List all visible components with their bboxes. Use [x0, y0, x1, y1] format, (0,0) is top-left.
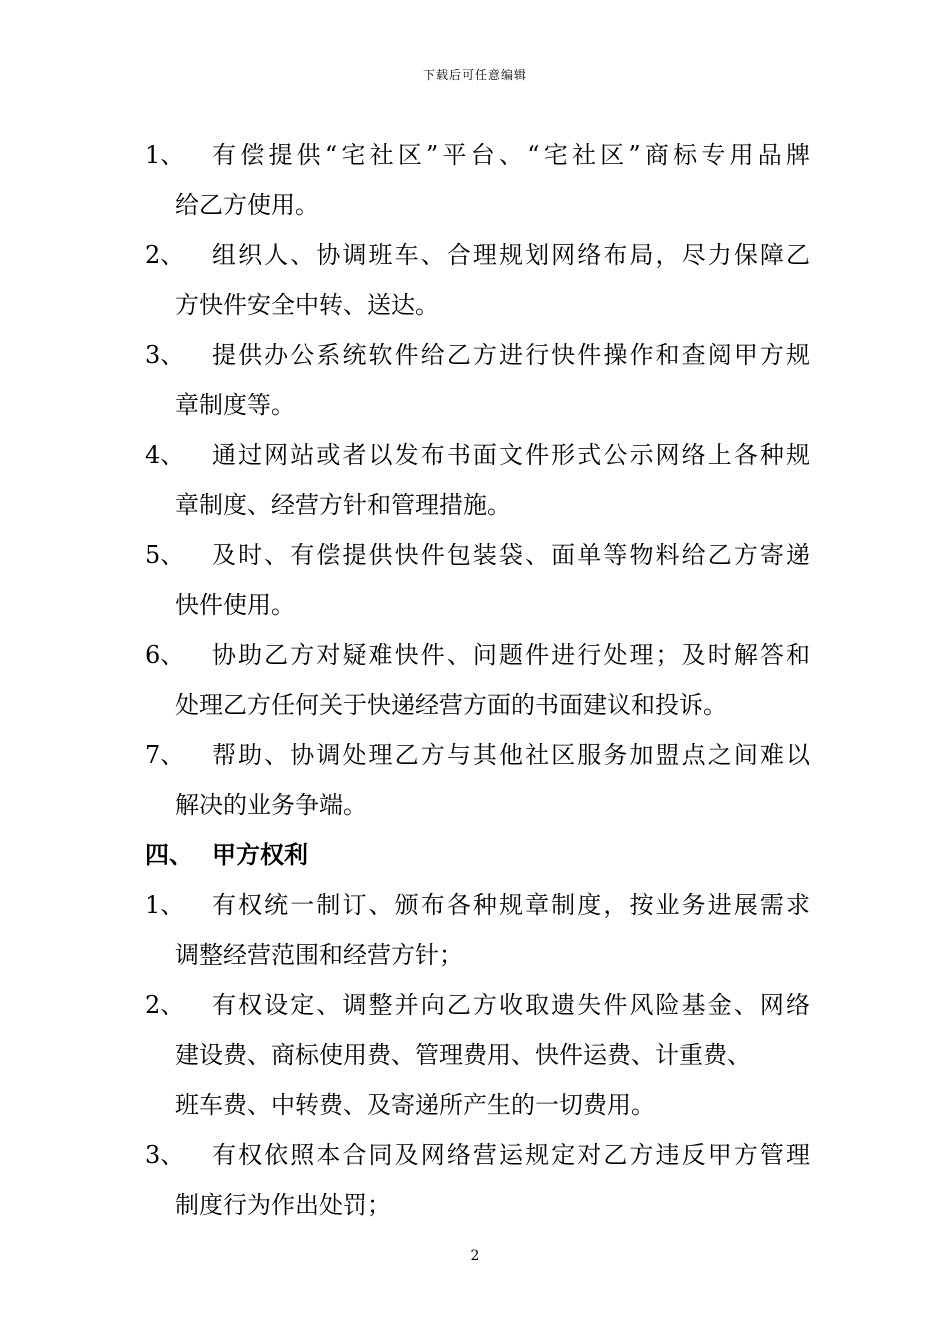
item-number: 3、	[145, 341, 185, 369]
item-number: 1、	[145, 141, 185, 169]
section-title: 甲方权利	[212, 840, 308, 869]
item-text-line: 调整经营范围和经营方针；	[175, 941, 463, 969]
item-number: 2、	[145, 991, 185, 1019]
list-item	[145, 430, 810, 530]
item-text-line: 帮助、协调处理乙方与其他社区服务加盟点之间难以	[212, 741, 810, 769]
item-text-line: 处理乙方任何关于快递经营方面的书面建议和投诉。	[175, 691, 727, 719]
list-item	[145, 730, 810, 830]
item-number: 7、	[145, 741, 185, 769]
document-body	[145, 130, 810, 1230]
section-heading	[145, 830, 810, 880]
obligations-list	[145, 130, 810, 830]
list-item	[145, 330, 810, 430]
item-number: 4、	[145, 441, 185, 469]
item-text-line: 有权统一制订、颁布各种规章制度，按业务进展需求	[212, 891, 810, 919]
list-item	[145, 630, 810, 730]
item-text-line: 制度行为作出处罚；	[175, 1191, 391, 1219]
item-number: 2、	[145, 241, 185, 269]
item-text-line: 建设费、商标使用费、管理费用、快件运费、计重费、	[175, 1041, 751, 1069]
item-text-line: 方快件安全中转、送达。	[175, 291, 439, 319]
list-item	[145, 130, 810, 230]
item-text-line: 组织人、协调班车、合理规划网络布局，尽力保障乙	[212, 241, 810, 269]
item-text-line: 通过网站或者以发布书面文件形式公示网络上各种规	[212, 441, 810, 469]
section-number: 四、	[145, 840, 193, 869]
item-text-line: 有偿提供“宅社区”平台、“宅社区”商标专用品牌	[212, 141, 810, 169]
item-number: 1、	[145, 891, 185, 919]
item-text-line: 提供办公系统软件给乙方进行快件操作和查阅甲方规	[212, 341, 810, 369]
rights-list	[145, 880, 810, 1230]
item-text-line: 协助乙方对疑难快件、问题件进行处理；及时解答和	[212, 641, 810, 669]
header-note: 下载后可任意编辑	[422, 68, 527, 82]
item-number: 3、	[145, 1141, 185, 1169]
item-text-line: 快件使用。	[175, 591, 295, 619]
item-text-line: 解决的业务争端。	[175, 791, 367, 819]
item-number: 6、	[145, 641, 185, 669]
item-text-line: 章制度等。	[175, 391, 295, 419]
item-text-line: 给乙方使用。	[175, 191, 319, 219]
item-text-line: 及时、有偿提供快件包装袋、面单等物料给乙方寄递	[212, 541, 810, 569]
list-item	[145, 230, 810, 330]
item-text-line: 章制度、经营方针和管理措施。	[175, 491, 511, 519]
page-number: 2	[470, 1248, 480, 1264]
list-item	[145, 530, 810, 630]
list-item	[145, 880, 810, 980]
item-number: 5、	[145, 541, 185, 569]
item-text-line: 有权依照本合同及网络营运规定对乙方违反甲方管理	[212, 1141, 810, 1169]
item-text-line: 班车费、中转费、及寄递所产生的一切费用。	[175, 1091, 655, 1119]
list-item	[145, 980, 810, 1130]
item-text-line: 有权设定、调整并向乙方收取遗失件风险基金、网络	[212, 991, 810, 1019]
list-item	[145, 1130, 810, 1230]
